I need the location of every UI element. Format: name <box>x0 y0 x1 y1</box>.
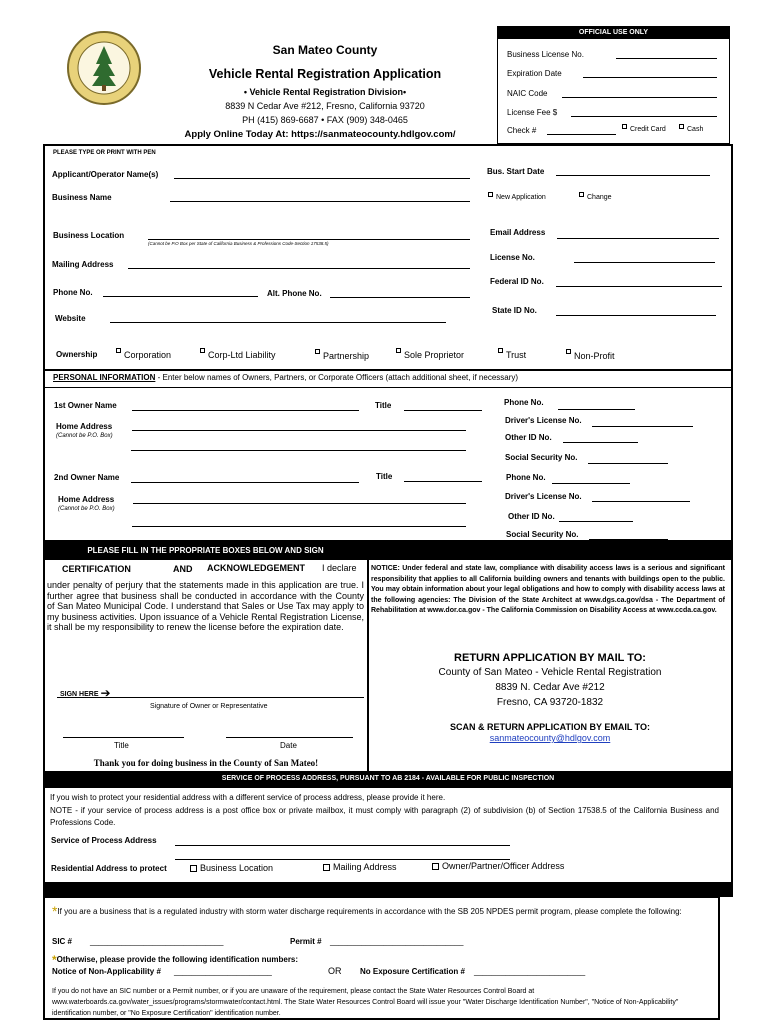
notice-text: NOTICE: Under federal and state law, compliance with disability access laws is a serious and significant responsibility that applies to all California building owners and tenants with buildings open to the public. You may obtain information about your legal obligations and how to comply with disability access laws at the following agencies: The Division of the State Architect at www.dgs.ca.gov/dsa - The Department of Rehabilitation at www.dor.ca.gov - The California Commission on Disability Access at www.ccda.ca.gov. <box>371 565 725 614</box>
date-label: Date <box>280 741 297 750</box>
owner2-ssn-label: Social Security No. <box>506 530 579 539</box>
service-address-label: Service of Process Address <box>51 836 157 845</box>
credit-card-checkbox[interactable] <box>622 124 627 129</box>
applicant-label: Applicant/Operator Name(s) <box>52 170 159 179</box>
phone-line[interactable] <box>103 296 258 297</box>
owner2-phone-line[interactable] <box>552 483 630 484</box>
federal-id-line[interactable] <box>556 286 722 287</box>
state-id-label: State ID No. <box>492 306 537 315</box>
federal-id-label: Federal ID No. <box>490 277 544 286</box>
ownership-trust[interactable]: Trust <box>498 350 526 360</box>
license-no-line[interactable] <box>574 262 715 263</box>
owner1-cannot-po: (Cannot be P.O. Box) <box>56 433 113 439</box>
check-label: Check # <box>507 126 537 135</box>
owner1-home-line1[interactable] <box>132 430 466 431</box>
nec-blank[interactable]: _________________________ <box>474 967 586 976</box>
check-line[interactable] <box>547 134 616 135</box>
trust-checkbox[interactable] <box>498 348 503 353</box>
owner1-line[interactable] <box>132 410 359 411</box>
corporation-checkbox[interactable] <box>116 348 121 353</box>
permit-label: Permit # <box>290 937 322 946</box>
cert-declare: I declare <box>322 563 357 573</box>
partnership-checkbox[interactable] <box>315 349 320 354</box>
county-seal <box>66 30 142 106</box>
change-checkbox[interactable] <box>579 192 584 197</box>
business-location-checkbox[interactable] <box>190 865 197 872</box>
owner1-home-line2[interactable] <box>131 450 466 451</box>
location-note: (Cannot be P.O Box per State of California Business & Professions Code-Section 17538.5) <box>148 241 329 246</box>
permit-blank[interactable]: ______________________________ <box>330 937 464 946</box>
return-line1: County of San Mateo - Vehicle Rental Registration <box>438 667 662 678</box>
mailing-line[interactable] <box>128 268 470 269</box>
cert-heading-b: AND <box>173 564 193 574</box>
expiration-line[interactable] <box>583 77 717 78</box>
license-fee-label: License Fee $ <box>507 108 558 117</box>
owner2-label: 2nd Owner Name <box>54 473 120 482</box>
credit-card-option[interactable]: Credit Card <box>622 126 666 133</box>
owner2-title-label: Title <box>376 472 393 481</box>
owner2-ssn-line[interactable] <box>589 539 668 540</box>
owner1-title-line[interactable] <box>404 410 482 411</box>
owner2-phone-label: Phone No. <box>506 473 546 482</box>
section-divider <box>44 369 732 371</box>
sign-here-label: SIGN HERE ➔ <box>60 686 111 700</box>
form-title: Vehicle Rental Registration Application <box>208 67 442 81</box>
print-notice: PLEASE TYPE OR PRINT WITH PEN <box>53 150 156 156</box>
owner1-phone-line[interactable] <box>558 409 635 410</box>
website-label: Website <box>55 314 86 323</box>
owner1-other-id-label: Other ID No. <box>505 433 552 442</box>
corp-ltd-checkbox[interactable] <box>200 348 205 353</box>
service-p2: NOTE - if your service of process address is a post office box or private mailbox, it must comply with paragraph (2) of subdivision (b) of Section 17538.5 of the California Business and Professions Code. <box>50 806 719 827</box>
cert-heading-a: CERTIFICATION <box>62 564 131 574</box>
storm-footer: If you do not have an SIC number or a Permit number, or if you are unaware of the requirement, please contact the State Water Resources Control Board at www.waterboards.ca.gov/water_issues/programs/stormwater/contact.html. The State Water Resources Control Board will issue your "Water Discharge Identification Number", "Notice of Non-Applicability" identification number, or "No Exposure Certification" identification number. <box>52 988 679 1017</box>
ownership-non-profit[interactable]: Non-Profit <box>566 351 615 361</box>
personal-divider <box>44 387 732 388</box>
asterisk-icon-2: * <box>52 953 57 967</box>
location-line[interactable] <box>148 239 470 240</box>
owner-address-checkbox[interactable] <box>432 863 439 870</box>
owner1-title-label: Title <box>375 401 392 410</box>
cash-option[interactable]: Cash <box>679 126 703 133</box>
asterisk-icon: * <box>52 903 58 919</box>
bus-start-line[interactable] <box>556 175 710 176</box>
alt-phone-line[interactable] <box>330 297 470 298</box>
header-phone-fax: PH (415) 869-6687 • FAX (909) 348-0465 <box>242 115 408 125</box>
email-line[interactable] <box>557 238 719 239</box>
personal-heading: PERSONAL INFORMATION - Enter below names of Owners, Partners, or Corporate Officers (attach additional sheet, if necessary) <box>53 373 519 382</box>
mailing-label: Mailing Address <box>52 260 114 269</box>
sic-label: SIC # <box>52 937 73 946</box>
owner2-other-id-line[interactable] <box>559 521 633 522</box>
owner2-dl-line[interactable] <box>592 501 690 502</box>
ownership-partnership[interactable]: Partnership <box>315 351 369 361</box>
return-heading: RETURN APPLICATION BY MAIL TO: <box>454 652 646 664</box>
location-label: Business Location <box>53 231 125 240</box>
owner2-home-label: Home Address <box>58 495 115 504</box>
owner1-other-id-line[interactable] <box>563 442 638 443</box>
expiration-label: Expiration Date <box>507 69 562 78</box>
owner1-ssn-line[interactable] <box>588 463 668 464</box>
arrow-right-icon: ➔ <box>100 686 111 700</box>
service-address-line2[interactable] <box>175 859 510 860</box>
owner1-dl-line[interactable] <box>592 426 693 427</box>
apply-online[interactable]: Apply Online Today At: https://sanmateocounty.hdlgov.com/ <box>184 129 456 140</box>
nona-label: Notice of Non-Applicability # <box>52 967 161 976</box>
division: • Vehicle Rental Registration Division• <box>243 87 407 97</box>
website-line[interactable] <box>110 322 446 323</box>
opt-owner-address[interactable]: Owner/Partner/Officer Address <box>432 861 564 871</box>
cert-right-bar <box>368 542 733 559</box>
storm-intro: *If you are a business that is a regulated industry with storm water discharge requirements in accordance with the SB 205 NPDES permit program, please complete the following: <box>52 903 682 919</box>
business-license-label: Business License No. <box>507 50 584 59</box>
business-name-line[interactable] <box>170 201 470 202</box>
state-id-line[interactable] <box>556 315 716 316</box>
service-bar: SERVICE OF PROCESS ADDRESS, PURSUANT TO AB 2184 - AVAILABLE FOR PUBLIC INSPECTION <box>43 771 733 787</box>
new-application-checkbox[interactable] <box>488 192 493 197</box>
owner1-ssn-label: Social Security No. <box>505 453 578 462</box>
phone-label: Phone No. <box>53 288 93 297</box>
ownership-corp-ltd[interactable]: Corp-Ltd Liability <box>200 350 276 360</box>
thank-you: Thank you for doing business in the County of San Mateo! <box>93 758 319 768</box>
owner1-label: 1st Owner Name <box>54 401 117 410</box>
owner1-dl-label: Driver's License No. <box>505 416 582 425</box>
ownership-corporation[interactable]: Corporation <box>116 350 171 360</box>
scan-heading: SCAN & RETURN APPLICATION BY EMAIL TO: <box>449 722 650 732</box>
cert-body: under penalty of perjury that the statements made in this application are true. I further agree that business shall be conducted in accordance with the County of San Mateo Municipal Code. I understand that Sales or Use Tax may apply to my business activities. Upon issuance of a Vehicle Rental Registration License, it shall be my responsibility to renew the license before the expiration date. <box>47 580 364 632</box>
owner2-cannot-po: (Cannot be P.O. Box) <box>58 506 115 512</box>
signature-line[interactable] <box>57 697 364 698</box>
license-no-label: License No. <box>490 253 535 262</box>
ownership-label: Ownership <box>56 350 98 359</box>
org-name: San Mateo County <box>272 43 378 57</box>
owner2-title-line[interactable] <box>404 481 482 482</box>
nec-label: No Exposure Certification # <box>360 967 465 976</box>
opt-business-location[interactable]: Business Location <box>190 863 273 873</box>
otherwise-text: *Otherwise, please provide the following identification numbers: <box>52 953 299 967</box>
change-option[interactable]: Change <box>579 194 612 201</box>
mailing-address-checkbox[interactable] <box>323 864 330 871</box>
cash-checkbox[interactable] <box>679 124 684 129</box>
applicant-line[interactable] <box>174 178 470 179</box>
non-profit-checkbox[interactable] <box>566 349 571 354</box>
sole-proprietor-checkbox[interactable] <box>396 348 401 353</box>
return-line3: Fresno, CA 93720-1832 <box>496 697 604 708</box>
sic-blank[interactable]: ______________________________ <box>90 937 224 946</box>
business-license-line[interactable] <box>616 58 717 59</box>
title-label: Title <box>114 741 129 750</box>
owner1-phone-label: Phone No. <box>504 398 544 407</box>
official-use-title: OFFICIAL USE ONLY <box>498 27 729 39</box>
return-email[interactable]: sanmateocounty@hdlgov.com <box>489 733 611 743</box>
alt-phone-label: Alt. Phone No. <box>267 289 322 298</box>
email-label: Email Address <box>490 228 546 237</box>
owner2-home-line1[interactable] <box>133 503 466 504</box>
date-line[interactable] <box>226 737 353 738</box>
naic-line[interactable] <box>562 97 717 98</box>
nona-blank[interactable]: ______________________ <box>174 967 272 976</box>
opt-mailing-address[interactable]: Mailing Address <box>323 862 397 872</box>
owner2-line[interactable] <box>131 482 359 483</box>
or-text: OR <box>328 966 342 976</box>
cert-heading-c: ACKNOWLEDGEMENT <box>207 563 305 573</box>
service-address-line1[interactable] <box>175 845 510 846</box>
residential-label: Residential Address to protect <box>51 864 167 873</box>
owner2-dl-label: Driver's License No. <box>505 492 582 501</box>
service-p1: If you wish to protect your residential address with a different service of process address, please provide it here. <box>50 793 446 802</box>
fill-in-bar: PLEASE FILL IN THE PPROPRIATE BOXES BELOW AND SIGN <box>43 542 368 559</box>
bus-start-label: Bus. Start Date <box>487 167 545 176</box>
new-application-option[interactable]: New Application <box>488 194 546 201</box>
title-line[interactable] <box>63 737 184 738</box>
return-line2: 8839 N. Cedar Ave #212 <box>495 682 605 693</box>
naic-label: NAIC Code <box>507 89 548 98</box>
owner2-other-id-label: Other ID No. <box>508 512 555 521</box>
storm-top-bar <box>43 883 733 897</box>
signature-label: Signature of Owner or Representative <box>150 703 268 710</box>
owner2-home-line2[interactable] <box>132 526 466 527</box>
ownership-sole-proprietor[interactable]: Sole Proprietor <box>396 350 464 360</box>
license-fee-line[interactable] <box>571 116 717 117</box>
business-name-label: Business Name <box>52 193 112 202</box>
header-address: 8839 N Cedar Ave #212, Fresno, California 93720 <box>225 101 425 111</box>
owner1-home-label: Home Address <box>56 422 113 431</box>
